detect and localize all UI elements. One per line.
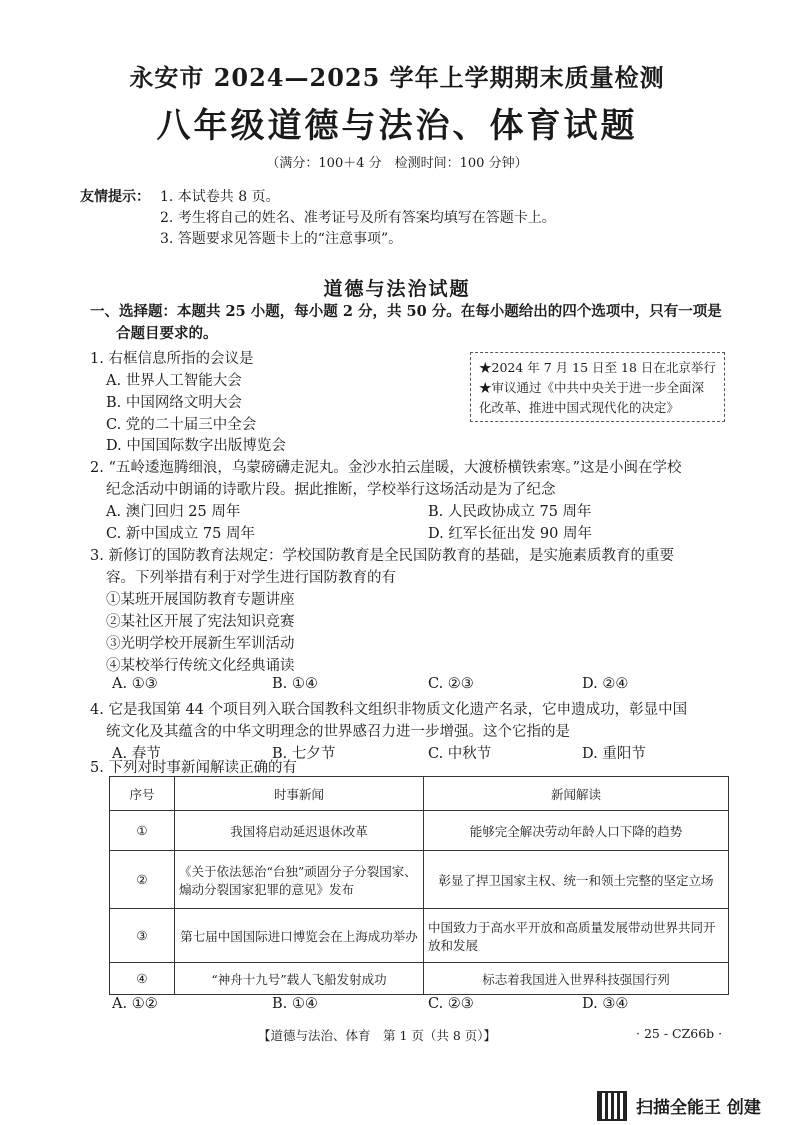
column-header: 时事新闻 [175, 777, 424, 811]
q4-stem-cont: 统文化及其蕴含的中华文明理念的世界感召力进一步增强。这个它指的是 [106, 724, 570, 740]
q3-item: ②某社区开展了宪法知识竞赛 [106, 614, 295, 630]
row-number: ② [110, 851, 175, 909]
q1-stem: 1. 右框信息所指的会议是 [90, 351, 254, 367]
section-title: 道德与法治试题 [323, 278, 471, 300]
q5-stem: 5. 下列对时事新闻解读正确的有 [90, 760, 297, 776]
reading-cell: 标志着我国进入世界科技强国行列 [424, 963, 729, 995]
news-cell: 第七届中国国际进口博览会在上海成功举办 [175, 909, 424, 963]
qr-code-icon [597, 1091, 627, 1121]
q1-option-a: A. 世界人工智能大会 [106, 373, 242, 389]
scanner-watermark: 扫描全能王 创建 [636, 1098, 761, 1118]
q3-option-d: D. ②④ [582, 676, 629, 692]
q5-option-a: A. ①② [112, 996, 158, 1012]
q2-option-c: C. 新中国成立 75 周年 [106, 526, 255, 542]
tip-item: 3. 答题要求见答题卡上的“注意事项”。 [160, 231, 403, 247]
q1-option-c: C. 党的二十届三中全会 [106, 417, 257, 433]
row-number: ④ [110, 963, 175, 995]
table-row [110, 851, 729, 909]
q3-option-b: B. ①④ [272, 676, 318, 692]
q4-option-a: A. 春节 [112, 746, 161, 762]
reading-cell: 能够完全解决劳动年龄人口下降的趋势 [424, 811, 729, 851]
table-row [110, 811, 729, 851]
table-row [110, 963, 729, 995]
q1-option-d: D. 中国国际数字出版博览会 [106, 438, 286, 454]
q4-stem: 4. 它是我国第 44 个项目列入联合国教科文组织非物质文化遗产名录，它申遗成功，彰显中国 [90, 702, 688, 718]
q2-stem-cont: 纪念活动中朗诵的诗歌片段。据此推断，学校举行这场活动是为了纪念 [106, 482, 556, 498]
q2-option-b: B. 人民政协成立 75 周年 [428, 504, 592, 520]
tip-item: 2. 考生将自己的姓名、准考证号及所有答案均填写在答题卡上。 [160, 210, 556, 226]
score-line: （满分：100＋4 分 检测时间：100 分钟） [266, 156, 528, 171]
q1-info-box [470, 352, 725, 422]
column-header: 序号 [110, 777, 175, 811]
q5-option-c: C. ②③ [428, 996, 474, 1012]
tips-label: 友情提示： [80, 189, 150, 205]
q4-option-b: B. 七夕节 [272, 746, 336, 762]
q3-item: ③光明学校开展新生军训活动 [106, 636, 295, 652]
table-row [110, 909, 729, 963]
q3-item: ④某校举行传统文化经典诵读 [106, 658, 295, 674]
q5-option-d: D. ③④ [582, 996, 629, 1012]
table-header-row [110, 777, 729, 811]
row-number: ③ [110, 909, 175, 963]
reading-cell: 中国致力于高水平开放和高质量发展带动世界共同开放和发展 [424, 909, 729, 963]
q3-item: ①某班开展国防教育专题讲座 [106, 592, 295, 608]
q3-stem: 3. 新修订的国防教育法规定：学校国防教育是全民国防教育的基础，是实施素质教育的重要 [90, 548, 674, 564]
part1-instructions-cont: 合题目要求的。 [116, 325, 218, 342]
part1-instructions: 一、选择题：本题共 25 小题，每小题 2 分，共 50 分。在每小题给出的四个选项中，只有一项是 [90, 303, 722, 320]
paper-code: · 25 - CZ66b · [636, 1026, 723, 1041]
news-cell: “神舟十九号”载人飞船发射成功 [175, 963, 424, 995]
news-cell: 《关于依法惩治“台独”顽固分子分裂国家、煽动分裂国家犯罪的意见》发布 [175, 851, 424, 909]
q4-option-c: C. 中秋节 [428, 746, 492, 762]
column-header: 新闻解读 [424, 777, 729, 811]
q2-stem: 2. “五岭逶迤腾细浪，乌蒙磅礴走泥丸。金沙水拍云崖暖，大渡桥横铁索寒。”这是小闽在学校 [90, 460, 682, 476]
q1-option-b: B. 中国网络文明大会 [106, 395, 242, 411]
page-info: 【道德与法治、体育 第 1 页（共 8 页）】 [258, 1028, 497, 1043]
q3-option-c: C. ②③ [428, 676, 474, 692]
exam-title-line2: 八年级道德与法治、体育试题 [156, 106, 638, 146]
news-table [109, 776, 729, 995]
q5-option-b: B. ①④ [272, 996, 318, 1012]
q3-stem-cont: 容。下列举措有利于对学生进行国防教育的有 [106, 570, 396, 586]
news-cell: 我国将启动延迟退休改革 [175, 811, 424, 851]
tip-item: 1. 本试卷共 8 页。 [160, 189, 280, 205]
q3-option-a: A. ①③ [112, 676, 158, 692]
reading-cell: 彰显了捍卫国家主权、统一和领土完整的坚定立场 [424, 851, 729, 909]
q1-box-line: ★2024 年 7 月 15 日至 18 日在北京举行 [479, 360, 716, 375]
row-number: ① [110, 811, 175, 851]
q4-option-d: D. 重阳节 [582, 746, 646, 762]
exam-title-line1: 永安市 2024—2025 学年上学期期末质量检测 [129, 63, 665, 92]
q1-box-line: ★审议通过《中共中央关于进一步全面深化改革、推进中国式现代化的决定》 [479, 380, 705, 415]
q2-option-d: D. 红军长征出发 90 周年 [428, 526, 592, 542]
q2-option-a: A. 澳门回归 25 周年 [106, 504, 241, 520]
